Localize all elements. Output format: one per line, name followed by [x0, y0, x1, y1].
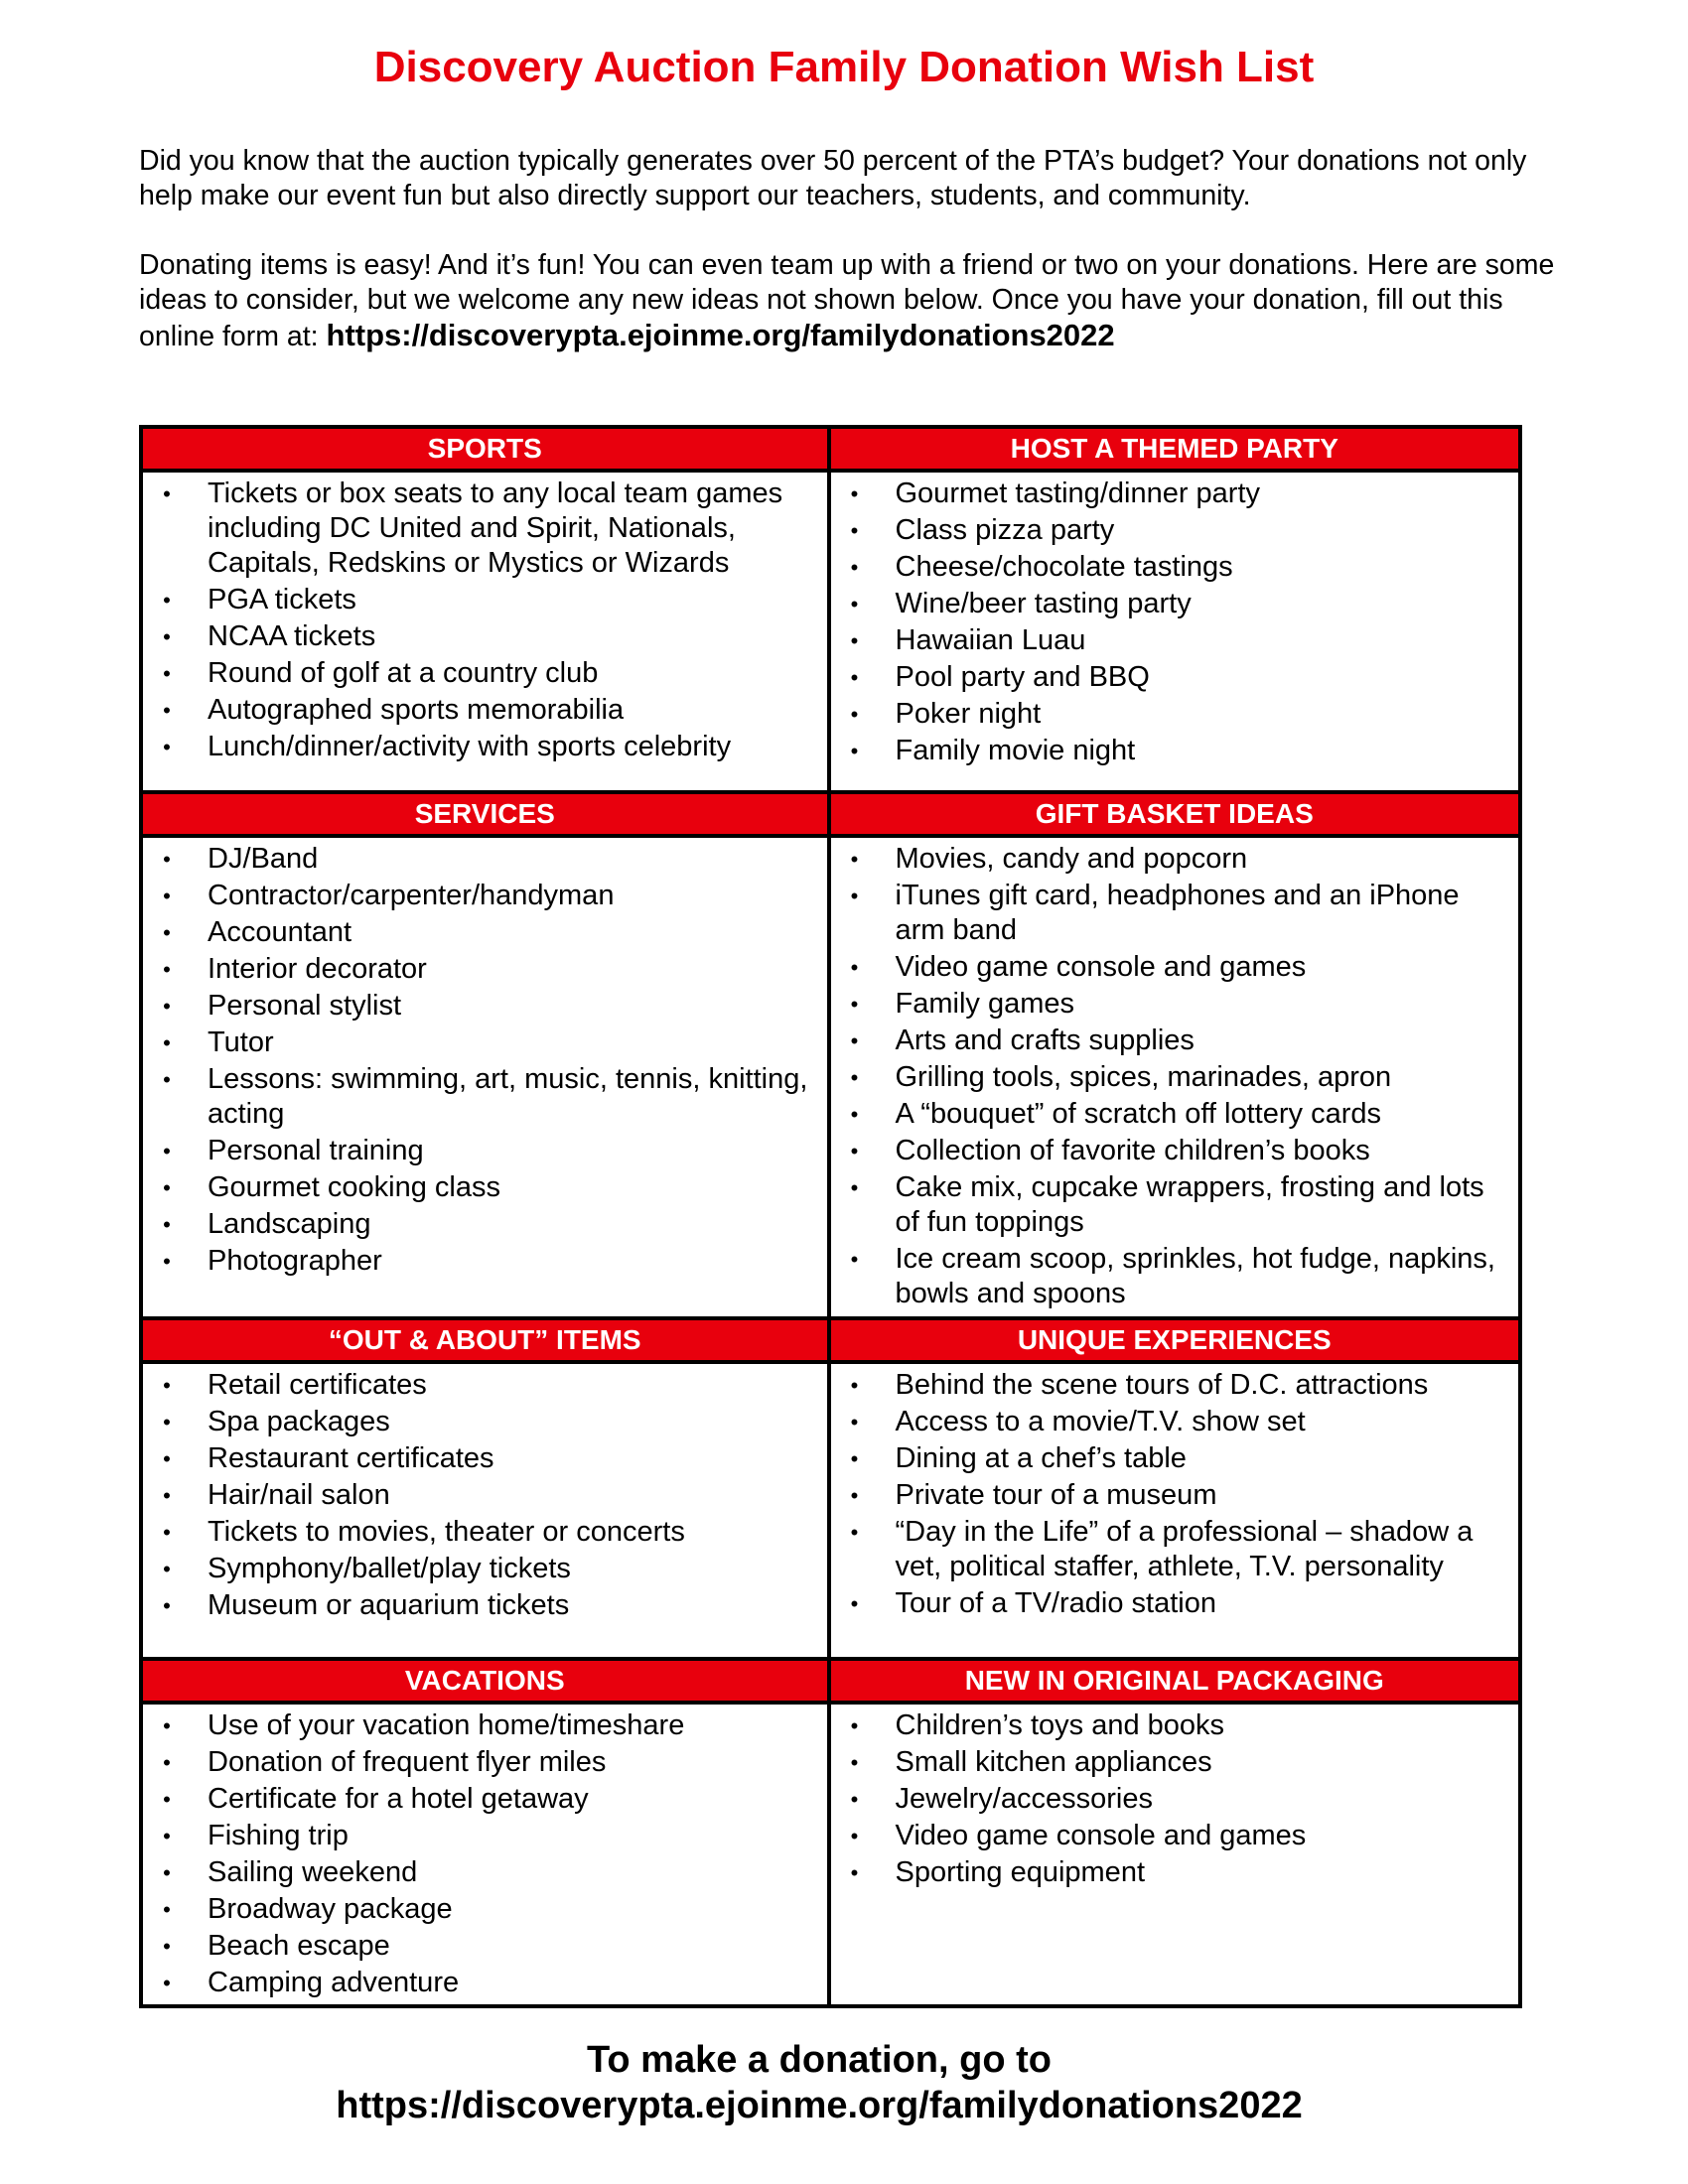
item-list — [831, 1705, 1519, 1896]
list-item — [143, 1552, 817, 1586]
bullet-icon: • — [850, 665, 859, 690]
list-item — [143, 842, 817, 877]
list-item — [831, 550, 1509, 585]
bullet-icon: • — [850, 1860, 859, 1885]
intro-paragraph-1: Did you know that the auction typically generates over 50 percent of the PTA’s budget? Your donations not only help make our event fun but also directly support our teachers, students, and community. — [139, 145, 1527, 211]
section-host-a-themed-party — [831, 429, 1519, 790]
footer-line-1: To make a donation, go to — [587, 2039, 1052, 2081]
section-header: SERVICES — [143, 790, 827, 838]
section-services — [143, 790, 831, 1316]
list-item — [143, 619, 817, 654]
item-list — [143, 1364, 827, 1629]
list-item — [831, 697, 1509, 732]
table-row — [143, 790, 1518, 1316]
list-item-text: Use of your vacation home/timeshare — [208, 1709, 685, 1741]
list-item — [831, 660, 1509, 695]
bullet-icon: • — [850, 1028, 859, 1053]
item-list — [831, 473, 1519, 774]
bullet-icon: • — [163, 1860, 171, 1885]
bullet-icon: • — [163, 1249, 171, 1274]
table-row — [143, 1657, 1518, 2004]
list-item-text: Grilling tools, spices, marinades, apron — [895, 1061, 1392, 1093]
bullet-icon: • — [850, 1373, 859, 1398]
list-item — [143, 1207, 817, 1242]
list-item-text: Symphony/ballet/play tickets — [208, 1553, 571, 1584]
list-item-text: NCAA tickets — [208, 620, 376, 652]
bullet-icon: • — [163, 1373, 171, 1398]
list-item — [831, 623, 1509, 658]
bullet-icon: • — [163, 481, 171, 506]
list-item-text: Personal training — [208, 1135, 424, 1166]
list-item — [831, 513, 1509, 548]
list-item-text: Arts and crafts supplies — [895, 1024, 1195, 1056]
list-item — [831, 987, 1509, 1022]
bullet-icon: • — [850, 1175, 859, 1200]
list-item-text: Gourmet tasting/dinner party — [895, 478, 1261, 509]
intro-paragraph-2 — [139, 248, 1569, 354]
bullet-icon: • — [163, 1483, 171, 1508]
item-list — [143, 838, 827, 1285]
section-header: HOST A THEMED PARTY — [831, 429, 1519, 473]
list-item — [831, 1170, 1509, 1240]
list-item-text: Personal stylist — [208, 990, 402, 1022]
list-item — [831, 1478, 1509, 1513]
list-item — [831, 1134, 1509, 1168]
list-item-text: Accountant — [208, 916, 352, 948]
list-item-text: Cheese/chocolate tastings — [895, 551, 1233, 583]
intro-paragraph-2-text: Donating items is easy! And it’s fun! You can even team up with a friend or two on your donations. Here are some ideas to consider, but we welcome any new ideas not shown below. Once you have your donation, fill out this online form at: — [139, 249, 1555, 352]
bullet-icon: • — [850, 847, 859, 872]
list-item — [831, 1441, 1509, 1476]
bullet-icon: • — [163, 1897, 171, 1922]
list-item-text: A “bouquet” of scratch off lottery cards — [895, 1098, 1381, 1130]
bullet-icon: • — [163, 1212, 171, 1237]
list-item-text: Family games — [895, 988, 1074, 1020]
list-item — [143, 1892, 817, 1927]
section-header: “OUT & ABOUT” ITEMS — [143, 1316, 827, 1364]
item-list — [143, 473, 827, 770]
bullet-icon: • — [163, 1557, 171, 1581]
list-item-text: iTunes gift card, headphones and an iPhone arm band — [895, 880, 1460, 946]
list-item-text: Cake mix, cupcake wrappers, frosting and lots of fun toppings — [895, 1171, 1484, 1238]
list-item — [143, 952, 817, 987]
list-item-text: Broadway package — [208, 1893, 453, 1925]
list-item — [143, 1819, 817, 1853]
bullet-icon: • — [850, 481, 859, 506]
list-item — [143, 1025, 817, 1060]
bullet-icon: • — [850, 1446, 859, 1471]
list-item-text: PGA tickets — [208, 584, 356, 615]
list-item — [143, 1515, 817, 1550]
bullet-icon: • — [163, 957, 171, 982]
bullet-icon: • — [163, 624, 171, 649]
list-item-text: Wine/beer tasting party — [895, 588, 1192, 619]
list-item-text: Small kitchen appliances — [895, 1746, 1212, 1778]
list-item — [143, 1588, 817, 1623]
list-item — [831, 1097, 1509, 1132]
list-item — [143, 1478, 817, 1513]
bullet-icon: • — [163, 1750, 171, 1775]
bullet-icon: • — [163, 1030, 171, 1055]
bullet-icon: • — [163, 1971, 171, 1995]
bullet-icon: • — [850, 1591, 859, 1616]
bullet-icon: • — [850, 592, 859, 616]
list-item — [143, 730, 817, 764]
list-item — [831, 1708, 1509, 1743]
bullet-icon: • — [163, 1934, 171, 1959]
item-list — [143, 1705, 827, 2006]
bullet-icon: • — [163, 1787, 171, 1812]
item-list — [831, 1364, 1519, 1627]
bullet-icon: • — [850, 555, 859, 580]
bullet-icon: • — [163, 920, 171, 945]
list-item — [143, 1745, 817, 1780]
list-item — [143, 1855, 817, 1890]
list-item-text: Lunch/dinner/activity with sports celebrity — [208, 731, 732, 762]
bullet-icon: • — [163, 1410, 171, 1434]
list-item-text: Interior decorator — [208, 953, 427, 985]
list-item-text: Landscaping — [208, 1208, 371, 1240]
list-item-text: Beach escape — [208, 1930, 390, 1962]
list-item-text: Tour of a TV/radio station — [895, 1587, 1216, 1619]
list-item — [831, 587, 1509, 621]
list-item-text: Museum or aquarium tickets — [208, 1589, 570, 1621]
bullet-icon: • — [850, 1410, 859, 1434]
list-item-text: Poker night — [895, 698, 1042, 730]
bullet-icon: • — [163, 1139, 171, 1163]
list-item — [831, 477, 1509, 511]
list-item — [831, 1586, 1509, 1621]
bullet-icon: • — [850, 518, 859, 543]
list-item — [831, 1242, 1509, 1311]
list-item-text: Family movie night — [895, 735, 1136, 766]
bullet-icon: • — [850, 739, 859, 763]
bullet-icon: • — [850, 1787, 859, 1812]
bullet-icon: • — [850, 702, 859, 727]
bullet-icon: • — [850, 992, 859, 1017]
section-header: NEW IN ORIGINAL PACKAGING — [831, 1657, 1519, 1705]
bullet-icon: • — [850, 628, 859, 653]
list-item — [831, 879, 1509, 948]
list-item-text: Fishing trip — [208, 1820, 349, 1851]
bullet-icon: • — [850, 1483, 859, 1508]
bullet-icon: • — [163, 1824, 171, 1848]
list-item — [143, 583, 817, 617]
list-item-text: Camping adventure — [208, 1967, 460, 1998]
section-out-and-about-items — [143, 1316, 831, 1657]
list-item — [143, 1782, 817, 1817]
page-title: Discovery Auction Family Donation Wish List — [373, 43, 1315, 91]
bullet-icon: • — [163, 994, 171, 1019]
section-header: SPORTS — [143, 429, 827, 473]
bullet-icon: • — [850, 955, 859, 980]
bullet-icon: • — [163, 735, 171, 759]
list-item-text: Retail certificates — [208, 1369, 427, 1401]
list-item — [831, 1855, 1509, 1890]
list-item — [831, 1405, 1509, 1439]
list-item-text: Donation of frequent flyer miles — [208, 1746, 607, 1778]
list-item — [831, 950, 1509, 985]
bullet-icon: • — [163, 847, 171, 872]
list-item-text: DJ/Band — [208, 843, 319, 875]
list-item-text: Behind the scene tours of D.C. attractions — [895, 1369, 1429, 1401]
list-item — [831, 1024, 1509, 1058]
list-item-text: Dining at a chef’s table — [895, 1442, 1187, 1474]
list-item-text: Certificate for a hotel getaway — [208, 1783, 589, 1815]
table-row — [143, 1316, 1518, 1657]
bullet-icon: • — [163, 698, 171, 723]
bullet-icon: • — [163, 884, 171, 908]
list-item — [831, 1819, 1509, 1853]
wish-list-table — [139, 425, 1522, 2008]
section-sports — [143, 429, 831, 790]
list-item — [143, 1244, 817, 1279]
list-item-text: Lessons: swimming, art, music, tennis, knitting, acting — [208, 1063, 808, 1130]
bullet-icon: • — [163, 1067, 171, 1092]
list-item-text: “Day in the Life” of a professional – shadow a vet, political staffer, athlete, T.V. personality — [895, 1516, 1474, 1582]
list-item-text: Pool party and BBQ — [895, 661, 1150, 693]
section-header: UNIQUE EXPERIENCES — [831, 1316, 1519, 1364]
bullet-icon: • — [163, 1593, 171, 1618]
list-item-text: Gourmet cooking class — [208, 1171, 500, 1203]
list-item — [143, 1134, 817, 1168]
list-item — [143, 1405, 817, 1439]
list-item-text: Movies, candy and popcorn — [895, 843, 1248, 875]
list-item-text: Video game console and games — [895, 1820, 1307, 1851]
list-item-text: Collection of favorite children’s books — [895, 1135, 1370, 1166]
list-item — [143, 915, 817, 950]
list-item-text: Video game console and games — [895, 951, 1307, 983]
list-item-text: Spa packages — [208, 1406, 390, 1437]
list-item — [831, 1782, 1509, 1817]
list-item-text: Jewelry/accessories — [895, 1783, 1153, 1815]
list-item — [143, 693, 817, 728]
list-item-text: Sailing weekend — [208, 1856, 418, 1888]
list-item-text: Class pizza party — [895, 514, 1115, 546]
bullet-icon: • — [850, 1139, 859, 1163]
section-unique-experiences — [831, 1316, 1519, 1657]
list-item — [143, 1170, 817, 1205]
table-row — [143, 429, 1518, 790]
donation-form-link[interactable]: https://discoverypta.ejoinme.org/familydonations2022 — [326, 318, 1115, 352]
list-item-text: Sporting equipment — [895, 1856, 1145, 1888]
list-item — [831, 1745, 1509, 1780]
list-item — [831, 842, 1509, 877]
list-item-text: Hair/nail salon — [208, 1479, 390, 1511]
section-vacations — [143, 1657, 831, 2004]
list-item-text: Tickets to movies, theater or concerts — [208, 1516, 685, 1548]
list-item — [143, 1062, 817, 1132]
list-item-text: Tutor — [208, 1026, 274, 1058]
bullet-icon: • — [163, 588, 171, 613]
list-item — [143, 656, 817, 691]
list-item — [143, 1966, 817, 2000]
bullet-icon: • — [163, 1713, 171, 1738]
bullet-icon: • — [850, 1065, 859, 1090]
list-item-text: Tickets or box seats to any local team games including DC United and Spirit, Nationals, Capitals, Redskins or Mystics or Wizards — [208, 478, 783, 579]
list-item-text: Private tour of a museum — [895, 1479, 1217, 1511]
bullet-icon: • — [850, 1824, 859, 1848]
section-header: GIFT BASKET IDEAS — [831, 790, 1519, 838]
footer-donation-link[interactable]: https://discoverypta.ejoinme.org/familydonations2022 — [336, 2085, 1303, 2126]
list-item-text: Contractor/carpenter/handyman — [208, 880, 615, 911]
list-item-text: Hawaiian Luau — [895, 624, 1086, 656]
list-item — [143, 989, 817, 1024]
section-new-in-original-packaging — [831, 1657, 1519, 2004]
list-item-text: Children’s toys and books — [895, 1709, 1225, 1741]
bullet-icon: • — [850, 1713, 859, 1738]
bullet-icon: • — [850, 884, 859, 908]
bullet-icon: • — [163, 1520, 171, 1545]
list-item-text: Restaurant certificates — [208, 1442, 494, 1474]
bullet-icon: • — [850, 1247, 859, 1272]
intro-text — [139, 144, 1569, 389]
list-item-text: Ice cream scoop, sprinkles, hot fudge, napkins, bowls and spoons — [895, 1243, 1495, 1309]
list-item-text: Round of golf at a country club — [208, 657, 599, 689]
list-item-text: Access to a movie/T.V. show set — [895, 1406, 1306, 1437]
bullet-icon: • — [163, 661, 171, 686]
list-item — [143, 1368, 817, 1403]
bullet-icon: • — [163, 1446, 171, 1471]
section-header: VACATIONS — [143, 1657, 827, 1705]
bullet-icon: • — [163, 1175, 171, 1200]
list-item — [831, 734, 1509, 768]
list-item — [143, 1929, 817, 1964]
section-gift-basket-ideas — [831, 790, 1519, 1316]
list-item — [831, 1060, 1509, 1095]
list-item — [143, 1708, 817, 1743]
item-list — [831, 838, 1519, 1317]
list-item — [831, 1368, 1509, 1403]
list-item — [143, 477, 817, 581]
footer-call-to-action — [0, 2037, 1638, 2128]
list-item — [143, 879, 817, 913]
bullet-icon: • — [850, 1750, 859, 1775]
list-item — [831, 1515, 1509, 1584]
list-item — [143, 1441, 817, 1476]
list-item-text: Photographer — [208, 1245, 382, 1277]
bullet-icon: • — [850, 1102, 859, 1127]
list-item-text: Autographed sports memorabilia — [208, 694, 625, 726]
bullet-icon: • — [850, 1520, 859, 1545]
